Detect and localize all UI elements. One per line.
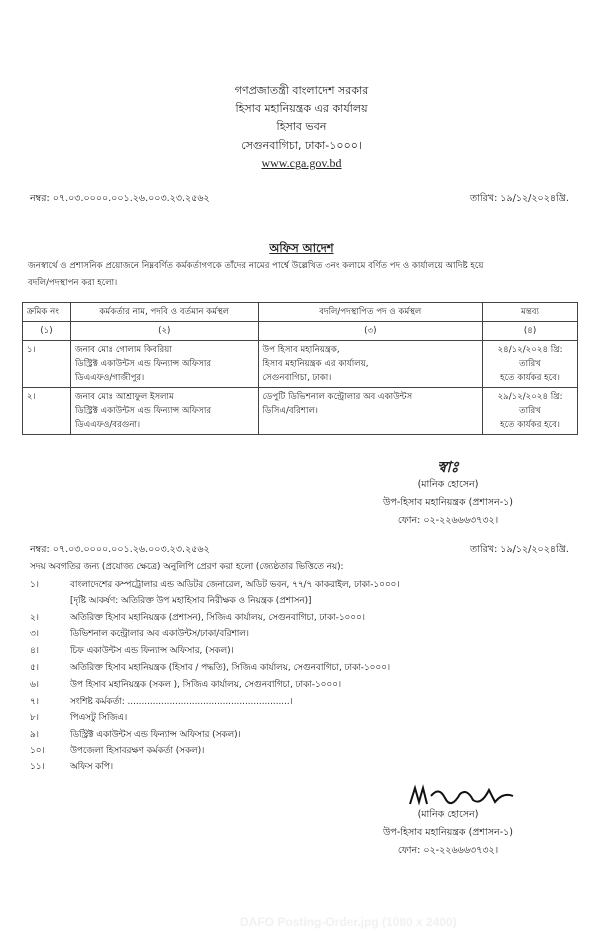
- govt-name: গণপ্রজাতন্ত্রী বাংলাদেশ সরকার: [234, 84, 369, 97]
- transfer-table: [22, 302, 578, 435]
- signer-name: (মানিক হোসেন): [417, 809, 479, 820]
- officer-cell: [70, 388, 258, 435]
- signer-designation: উপ-হিসাব মহানিয়ন্ত্রক (প্রশাসন-১): [382, 497, 513, 508]
- col-number: (৪): [483, 322, 578, 341]
- list-number: ১১।: [30, 762, 45, 772]
- header-remarks: মন্তব্য: [483, 303, 578, 322]
- table-header-row: [23, 303, 578, 322]
- list-item: বাংলাদেশের কম্পট্রোলার এন্ড অডিটর জেনারেল, অডিট ভবন, ৭৭/৭ কাকরাইল, ঢাকা-১০০০।: [70, 580, 400, 590]
- remark-cell: [483, 388, 578, 435]
- serial-cell: ২।: [23, 388, 71, 435]
- filename-watermark: DAFO Posting-Order.jpg (1080 x 2400): [240, 915, 457, 929]
- signer-phone: ফোন: ০২-২২৬৬৬৩৭৩২।: [397, 845, 499, 856]
- list-item: ডিভিশনাল কন্ট্রোলার অব একাউন্টস/ঢাকা/বরিশাল।: [70, 629, 249, 639]
- officer-designation: ডিস্ট্রিক্ট একাউন্টস এন্ড ফিন্যান্স অফিসার: [74, 406, 212, 416]
- list-item: উপ হিসাব মহানিয়ন্ত্রক (সকল ), সিজিএ কার্যালয়, সেগুনবাগিচা, ঢাকা-১০০০।: [70, 680, 341, 690]
- remark-cell: [483, 341, 578, 388]
- memo-number: নম্বর: ০৭.০৩.০০০০.০০১.২৬.০০৩.২৩.২৫৬২: [30, 193, 210, 204]
- list-item: পিএসটু সিজিএ।: [70, 713, 128, 723]
- list-number: ২।: [30, 613, 39, 623]
- order-title: অফিস আদেশ: [269, 241, 334, 255]
- list-number: ৭।: [30, 697, 39, 707]
- signer-designation: উপ-হিসাব মহানিয়ন্ত্রক (প্রশাসন-১): [382, 827, 513, 838]
- officer-station: ডিএএফও/বরগুনা।: [74, 420, 141, 430]
- list-number: ৬।: [30, 680, 39, 690]
- list-number: ৮।: [30, 713, 39, 723]
- website-link[interactable]: www.cga.gov.bd: [261, 156, 342, 170]
- col-number: (১): [23, 322, 71, 341]
- intro-text: জনস্বার্থে ও প্রশাসনিক প্রয়োজনে নিম্নবর্ণিত কর্মকর্তাগণকে তাঁদের নামের পার্শ্বে উল্লেখিত ৩নং কলামে বর্ণিত পদ ও কার্যালয়ে আদিষ্ট হয়ে: [28, 261, 484, 271]
- posting-cell: [258, 388, 483, 435]
- table-row: [23, 388, 578, 435]
- copy-subject: সদয় অবগতির জন্য (প্রযোজ্য ক্ষেত্রে) অনুলিপি প্রেরণ করা হলো (জ্যেষ্ঠতার ভিত্তিতে নয়):: [30, 562, 344, 572]
- officer-name: জনাব মোঃ আশ্রাফুল ইসলাম: [74, 392, 174, 402]
- remark-line: হতে কার্যকর হবে।: [500, 373, 560, 383]
- officer-designation: ডিস্ট্রিক্ট একাউন্টস এন্ড ফিন্যান্স অফিসার: [74, 359, 212, 369]
- posting-line: ডেপুটি ডিভিশনাল কন্ট্রোলার অব একাউন্টস: [262, 392, 413, 402]
- building-name: হিসাব ভবন: [276, 120, 327, 133]
- list-item-note: [দৃষ্টি আকর্ষণ: অতিরিক্ত উপ মহাহিসাব নিরীক্ষক ও নিয়ন্ত্রক (প্রশাসন)]: [70, 596, 312, 606]
- table-row: [23, 341, 578, 388]
- signer-name: (মানিক হোসেন): [417, 479, 479, 490]
- header-serial: ক্রমিক নং: [23, 303, 71, 322]
- signer-phone: ফোন: ০২-২২৬৬৬৩৭৩২।: [397, 515, 499, 526]
- officer-station: ডিএএফও/গাজীপুর।: [74, 373, 145, 383]
- list-number: ১০।: [30, 746, 45, 756]
- list-number: ৯।: [30, 730, 39, 740]
- list-item: উপজেলা হিসাবরক্ষণ কর্মকর্তা (সকল)।: [70, 746, 205, 756]
- posting-line: ডিসিএ/বরিশাল।: [262, 406, 318, 416]
- list-number: ৩।: [30, 629, 39, 639]
- remark-line: ২৪/১২/২০২৪ খ্রি: তারিখ: [497, 345, 563, 369]
- posting-cell: [258, 341, 483, 388]
- office-name: হিসাব মহানিয়ন্ত্রক এর কার্যালয়: [235, 102, 368, 115]
- header-officer: কর্মকর্তার নাম, পদবি ও বর্তমান কর্মস্থল: [70, 303, 258, 322]
- list-number: ৫।: [30, 663, 39, 673]
- list-number: ১।: [30, 580, 39, 590]
- list-item: ডিস্ট্রিক্ট একাউন্টস এন্ড ফিন্যান্স অফিসার (সকল)।: [70, 730, 241, 740]
- posting-line: হিসাব মহানিয়ন্ত্রক এর কার্যালয়,: [262, 359, 369, 369]
- memo-date: তারিখ: ১৯/১২/২০২৪খ্রি.: [470, 193, 569, 204]
- list-item: অতিরিক্ত হিসাব মহানিয়ন্ত্রক (প্রশাসন), সিজিএ কার্যালয়, সেগুনবাগিচা, ঢাকা-১০০০।: [70, 613, 365, 623]
- signature-mark: স্বাঃ: [437, 458, 459, 476]
- column-number-row: [23, 322, 578, 341]
- list-number: ৪।: [30, 646, 39, 656]
- posting-line: উপ হিসাব মহানিয়ন্ত্রক,: [262, 345, 340, 355]
- serial-cell: ১।: [23, 341, 71, 388]
- signature-block-1: [348, 458, 548, 530]
- list-item: সংশিষ্ট কর্মকর্তা: ..........................................................।: [70, 697, 293, 707]
- col-number: (২): [70, 322, 258, 341]
- officer-name: জনাব মোঃ গোলাম কিবরিয়া: [74, 345, 172, 355]
- remark-line: হতে কার্যকর হবে।: [500, 420, 560, 430]
- posting-line: সেগুনবাগিচা, ঢাকা।: [262, 373, 332, 383]
- address: সেগুনবাগিচা, ঢাকা-১০০০।: [241, 139, 362, 152]
- header-posting: বদলি/পদস্থাপিত পদ ও কর্মস্থল: [258, 303, 483, 322]
- copy-memo-date: তারিখ: ১৯/১২/২০২৪খ্রি.: [470, 544, 569, 555]
- list-item: অতিরিক্ত হিসাব মহানিয়ন্ত্রক (হিসাব / পদ্ধতি), সিজিএ কার্যালয়, সেগুনবাগিচা, ঢাকা-১০০০।: [70, 663, 390, 673]
- copy-memo-number: নম্বর: ০৭.০৩.০০০০.০০১.২৬.০০৩.২৩.২৫৬২: [30, 544, 210, 555]
- list-item: অফিস কপি।: [70, 762, 113, 772]
- list-item: চিফ একাউন্টস এন্ড ফিন্যান্স অফিসার, (সকল)।: [70, 646, 234, 656]
- intro-text-cont: বদলি/পদস্থাপন করা হলো।: [28, 278, 118, 288]
- col-number: (৩): [258, 322, 483, 341]
- signature-block-2: [348, 806, 548, 860]
- officer-cell: [70, 341, 258, 388]
- remark-line: ২৯/১২/২০২৪ খ্রি: তারিখ: [497, 392, 563, 416]
